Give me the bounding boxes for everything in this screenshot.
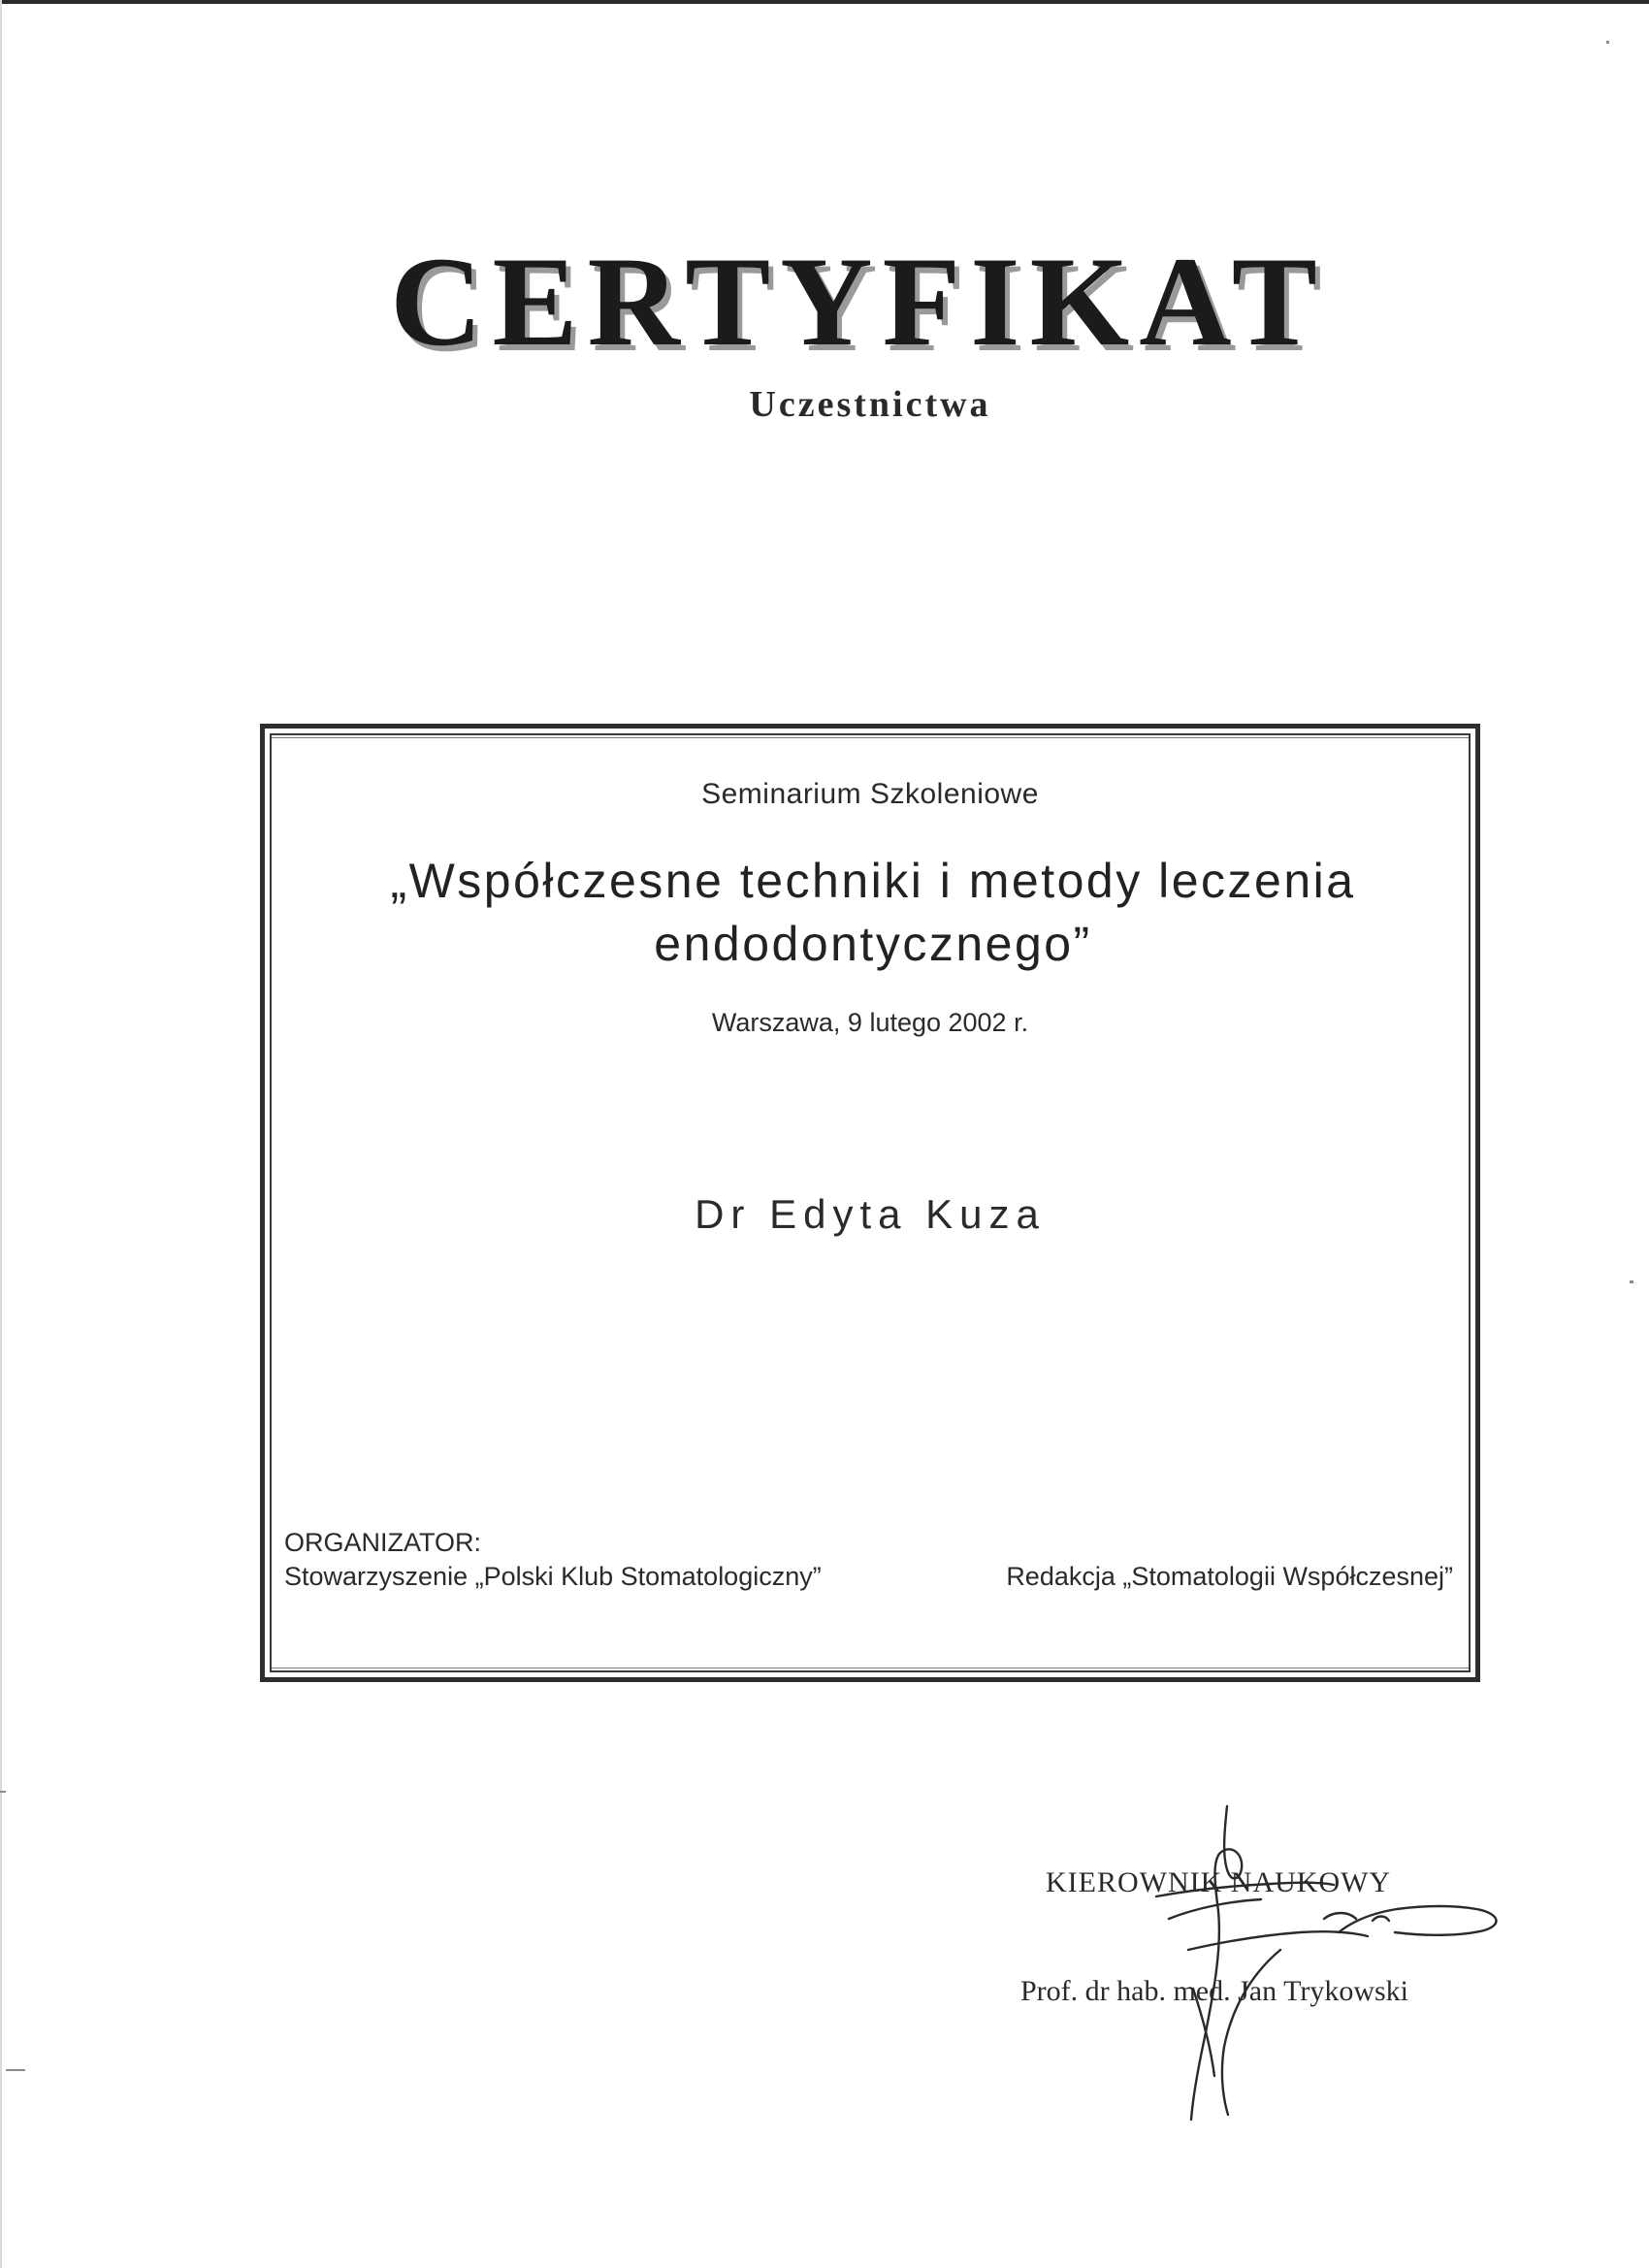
scan-speck (1606, 41, 1609, 44)
organizer-name: Stowarzyszenie „Polski Klub Stomatologiczny” (284, 1562, 822, 1591)
participant-name: Dr Edyta Kuza (695, 1191, 1046, 1237)
scan-speck (0, 1791, 6, 1793)
handwritten-signature (1135, 1804, 1523, 2124)
seminar-date: Warszawa, 9 lutego 2002 r. (711, 1008, 1029, 1037)
director-title: KIEROWNIK NAUKOWY (1046, 1866, 1392, 1898)
frame-inner-rule-bottom (272, 1668, 1469, 1669)
seminar-title-line2: endodontycznego” (654, 917, 1092, 971)
scan-speck (6, 2069, 25, 2071)
frame-inner-rule-top (272, 737, 1469, 738)
scan-top-edge (0, 0, 1649, 4)
editorial-name: Redakcja „Stomatologii Współczesnej” (1006, 1562, 1453, 1591)
seminar-type: Seminarium Szkoleniowe (701, 778, 1039, 810)
seminar-title (291, 850, 1455, 976)
organizer-heading: ORGANIZATOR: (284, 1528, 482, 1557)
director-name: Prof. dr hab. med. Jan Trykowski (1020, 1975, 1409, 2007)
seminar-title-line1: „Współczesne techniki i metody leczenia (390, 854, 1356, 908)
certificate-subtitle: Uczestnictwa (749, 384, 991, 425)
scan-speck (1630, 1280, 1633, 1283)
certificate-title: CERTYFIKAT (390, 230, 1327, 373)
